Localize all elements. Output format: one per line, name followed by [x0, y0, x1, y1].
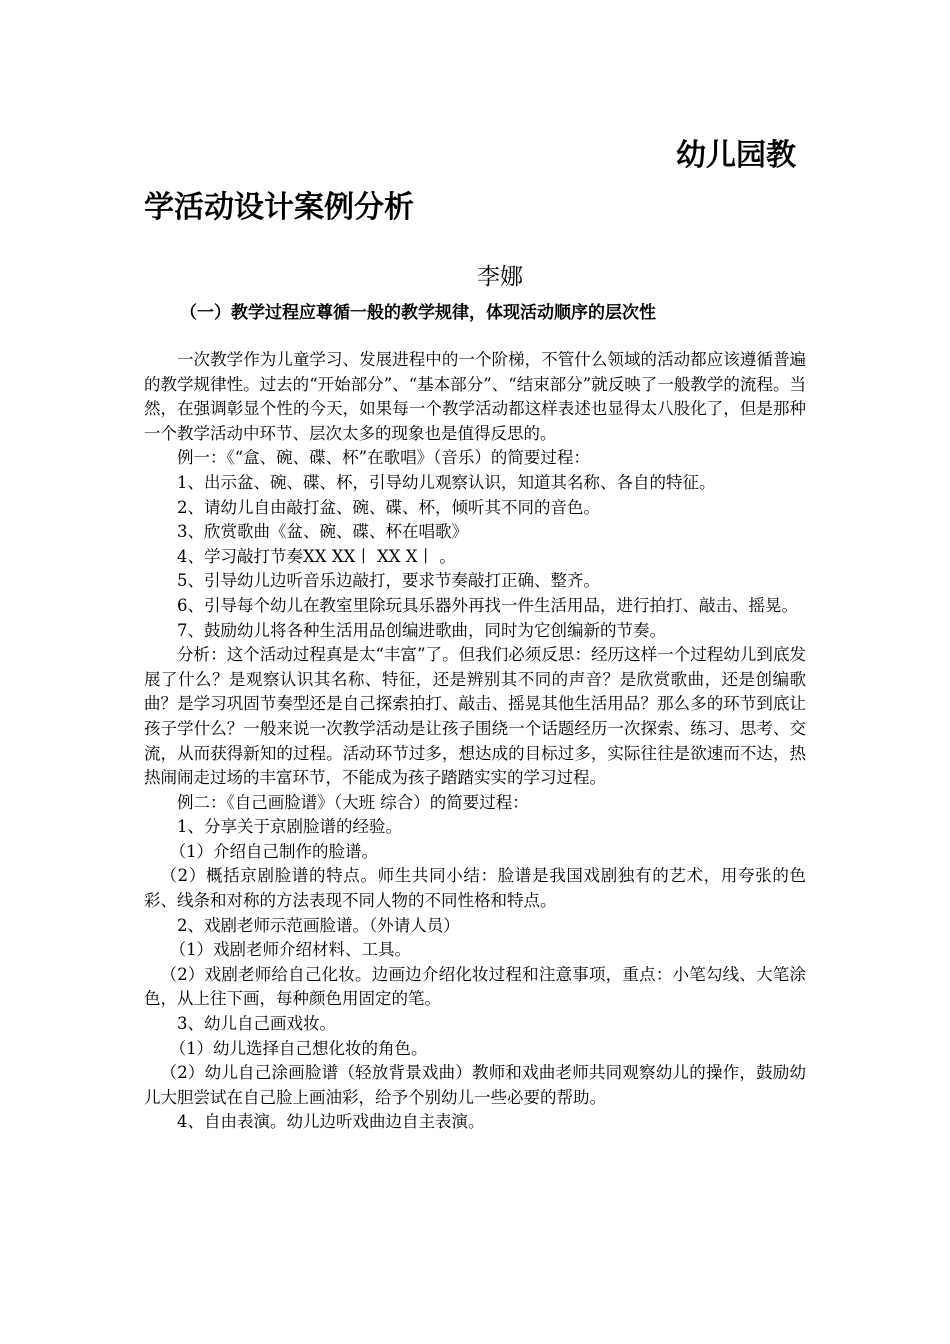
analysis-paragraph: 分析：这个活动过程真是太“丰富”了。但我们必须反思：经历这样一个过程幼儿到底发展了什么？是观察认识其名称、特征，还是辨别其不同的声音？是欣赏歌曲，还是创编歌曲？是学习巩固节奏型还是自己探索拍打、敲击、摇晃其他生活用品？那么多的环节到底让孩子学什么？一般来说一次教学活动是让孩子围绕一个话题经历一次探索、练习、思考、交流，从而获得新知的过程。活动环节过多，想达成的目标过多，实际往往是欲速而不达，热热闹闹走过场的丰富环节，不能成为孩子踏踏实实的学习过程。	[144, 645, 806, 788]
list-item: 5、引导幼儿边听音乐边敲打，要求节奏敲打正确、整齐。	[177, 571, 600, 591]
body-text	[144, 348, 806, 1135]
intro-paragraph: 一次教学作为儿童学习、发展进程中的一个阶梯，不管什么领域的活动都应该遵循普遍的教学规律性。过去的“开始部分”、“基本部分”、“结束部分”就反映了一般教学的流程。当然，在强调彰显个性的今天，如果每一个教学活动都这样表述也显得太八股化了，但是那种一个教学活动中环节、层次太多的现象也是值得反思的。	[144, 350, 806, 443]
list-item: 4、学习敲打节奏XX XX丨 XX X丨 。	[177, 546, 456, 566]
list-item: 1、分享关于京剧脸谱的经验。	[177, 817, 402, 837]
list-item: 1、出示盆、碗、碟、杯，引导幼儿观察认识，知道其名称、各自的特征。	[177, 472, 716, 492]
sub-list-item: （1）幼儿选择自己想化妆的角色。	[169, 1038, 428, 1058]
author-name: 李娜	[477, 264, 523, 290]
sub-list-item: （1）介绍自己制作的脸谱。	[169, 841, 379, 861]
sub-list-item: （2）幼儿自己涂画脸谱（轻放背景戏曲）教师和戏曲老师共同观察幼儿的操作，鼓励幼儿大胆尝试在自己脸上画油彩，给予个别幼儿一些必要的帮助。	[144, 1063, 806, 1107]
section-heading: （一）教学过程应尊循一般的教学规律，体现活动顺序的层次性	[180, 303, 656, 323]
sub-list-item: （1）戏剧老师介绍材料、工具。	[169, 940, 412, 960]
example-one-heading: 例一：《“盒、碗、碟、杯”在歌唱》（音乐）的简要过程：	[177, 448, 590, 468]
list-item: 6、引导每个幼儿在教室里除玩具乐器外再找一件生活用品，进行拍打、敲击、摇晃。	[177, 595, 798, 615]
document-title-line-1: 幼儿园教	[676, 138, 796, 173]
list-item: 3、幼儿自己画戏妆。	[177, 1014, 336, 1034]
example-two-heading: 例二：《自己画脸谱》（大班 综合）的简要过程：	[177, 792, 529, 812]
list-item: 2、请幼儿自由敲打盆、碗、碟、杯，倾听其不同的音色。	[177, 497, 600, 517]
list-item: 4、自由表演。幼儿边听戏曲边自主表演。	[177, 1112, 485, 1132]
document-title-line-2: 学活动设计案例分析	[144, 190, 414, 225]
list-item: 3、欣赏歌曲《盆、碗、碟、杯在唱歌》	[177, 522, 468, 542]
sub-list-item: （2）戏剧老师给自己化妆。边画边介绍化妆过程和注意事项，重点：小笔勾线、大笔涂色，从上往下画，每种颜色用固定的笔。	[144, 964, 806, 1009]
list-item: 7、鼓励幼儿将各种生活用品创编进歌曲，同时为它创编新的节奏。	[177, 620, 666, 640]
list-item: 2、戏剧老师示范画脸谱。（外请人员）	[177, 915, 460, 935]
sub-list-item: （2）概括京剧脸谱的特点。师生共同小结：脸谱是我国戏剧独有的艺术，用夸张的色彩、线条和对称的方法表现不同人物的不同性格和特点。	[144, 866, 806, 911]
